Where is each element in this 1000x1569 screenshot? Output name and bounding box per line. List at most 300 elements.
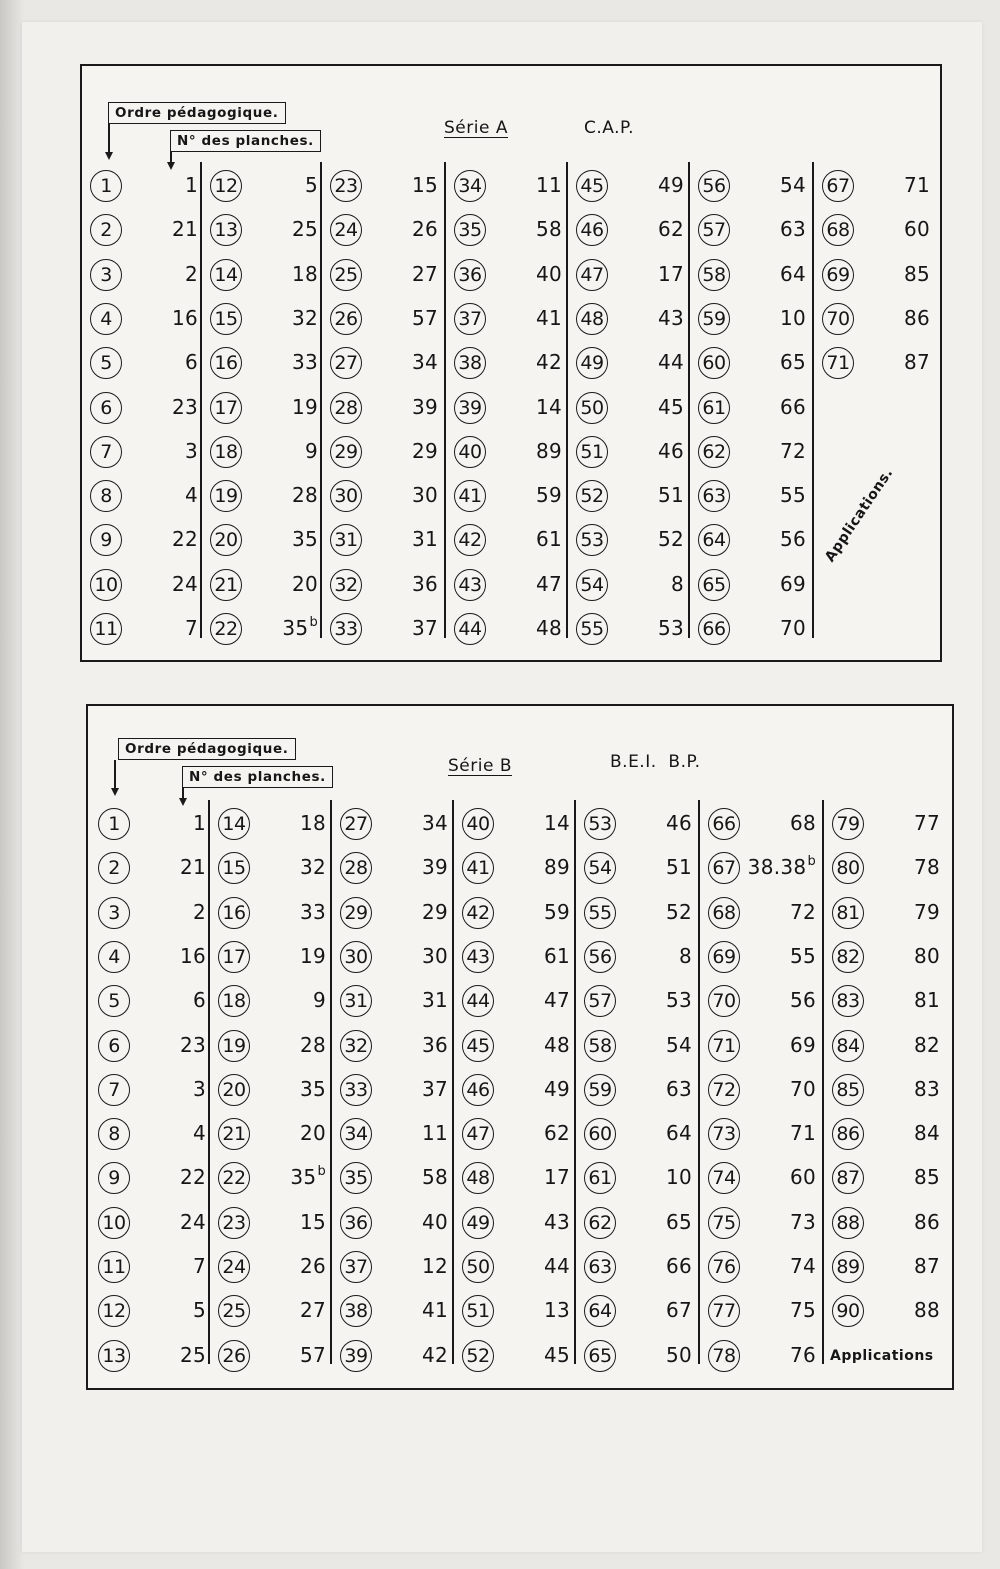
planche-number-value: 72 [779,438,806,463]
planche-number-value: 26 [411,217,438,242]
planche-number [666,1210,692,1234]
table-row [462,1207,574,1243]
column-separator [200,162,202,638]
serie-b-table [86,704,954,1390]
planche-number-value: 65 [779,350,806,375]
planche-number [790,1298,816,1322]
planche-number [536,262,562,286]
planche-number [544,855,570,879]
table-row [210,259,322,295]
ordre-number-circle: 54 [576,569,608,601]
planche-number-value: 43 [543,1209,570,1234]
planche-number [536,616,562,640]
planche-number [422,1254,448,1278]
ordre-number-circle: 13 [98,1340,130,1372]
ordre-number-circle: 24 [218,1251,250,1283]
planche-number [904,217,930,241]
ordre-number-circle: 63 [584,1251,616,1283]
table-row [218,985,330,1021]
planche-number [658,395,684,419]
ordre-number-circle: 84 [832,1030,864,1062]
ordre-number-circle: 33 [340,1074,372,1106]
table-row [576,347,688,383]
ordre-number-circle: 28 [340,852,372,884]
column-separator [812,162,814,638]
planche-number-value: 28 [299,1032,326,1057]
ordre-number-circle: 44 [462,985,494,1017]
ordre-number-circle: 23 [330,170,362,202]
ordre-number-circle: 61 [698,392,730,424]
table-row [210,170,322,206]
ordre-number-circle: 3 [90,259,122,291]
ordre-number-circle: 59 [584,1074,616,1106]
ordre-number-circle: 78 [708,1340,740,1372]
planche-number [412,173,438,197]
table-row [584,1340,696,1376]
planche-number [780,173,806,197]
planche-number-value: 79 [913,899,940,924]
planche-number [292,527,318,551]
planche-number-value: 14 [543,811,570,835]
table-row [98,852,210,888]
planche-number-value: 16 [171,305,198,330]
planche-number [536,350,562,374]
table-row [454,480,566,516]
planche-number [422,1033,448,1057]
table-row [340,897,452,933]
planche-number-value: 63 [779,217,806,242]
table-row [218,1207,330,1243]
ordre-number-circle: 64 [698,524,730,556]
planche-number [422,1343,448,1367]
planche-number-value: 49 [543,1076,570,1101]
planche-number-value: 63 [665,1076,692,1101]
ordre-number-circle: 31 [330,524,362,556]
planche-number-value: 11 [535,173,562,197]
planche-number [671,572,684,596]
order-arrow-line [108,124,110,154]
table-row [708,1030,820,1066]
ordre-number-circle: 41 [462,852,494,884]
ordre-number-circle: 10 [98,1207,130,1239]
table-row [698,303,810,339]
planche-number [290,1165,326,1189]
planche-number [180,1033,206,1057]
table-row [454,524,566,560]
ordre-number-circle: 62 [584,1207,616,1239]
table-row [210,436,322,472]
planche-number-value: 87 [913,1254,940,1278]
planche-number [914,1077,940,1101]
planche-number-value: 87 [903,350,930,375]
ordre-number-circle: 70 [708,985,740,1017]
table-row [98,941,210,977]
planche-number-value: 10 [665,1165,692,1190]
table-row [330,392,442,428]
ordre-number-circle: 58 [698,259,730,291]
ordre-number-circle: 38 [340,1295,372,1327]
planche-number-value: 41 [535,305,562,330]
planche-number [172,306,198,330]
planche-number [536,572,562,596]
table-row [330,524,442,560]
ordre-number-circle: 68 [708,897,740,929]
ordre-number-circle: 35 [340,1162,372,1194]
planche-number-value: 13 [543,1298,570,1323]
planche-number-value: 76 [789,1342,816,1367]
planche-number-value: 51 [665,855,692,880]
ordre-number-circle: 89 [832,1251,864,1283]
planche-number-value: 36 [421,1032,448,1057]
ordre-number-circle: 9 [98,1162,130,1194]
ordre-number-circle: 53 [576,524,608,556]
ordre-number-circle: 21 [218,1118,250,1150]
planche-number-value: 42 [421,1342,448,1367]
serie-a-table [80,64,942,662]
planche-number [292,262,318,286]
planche-number [412,483,438,507]
ordre-number-circle: 32 [340,1030,372,1062]
table-row [98,808,210,844]
planche-number-value: 85 [913,1165,940,1190]
planche-number [790,1165,816,1189]
planche-number [790,1121,816,1145]
planche-number [666,811,692,835]
planche-number-value: 82 [913,1032,940,1057]
table-row [832,1295,944,1331]
planche-number-value: 46 [657,438,684,463]
planche-number [412,350,438,374]
ordre-number-circle: 46 [462,1074,494,1106]
planche-number [536,527,562,551]
planche-number [412,572,438,596]
planche-number [422,988,448,1012]
ordre-pedagogique-label: Ordre pédagogique. [118,738,296,760]
ordre-number-circle: 45 [462,1030,494,1062]
table-row [98,1162,210,1198]
ordre-number-circle: 44 [454,613,486,645]
planche-number [914,1121,940,1145]
planche-number-value: 32 [299,855,326,880]
planche-number [422,1165,448,1189]
planche-number [780,439,806,463]
planche-number-value: 55 [779,483,806,508]
ordre-number-circle: 42 [462,897,494,929]
ordre-number-circle: 30 [340,941,372,973]
table-row [454,569,566,605]
planche-number-value: 37 [421,1076,448,1101]
planche-number [666,900,692,924]
planche-number-value: 3 [184,438,198,463]
table-row [698,347,810,383]
planche-number-value: 44 [657,350,684,375]
ordre-number-circle: 81 [832,897,864,929]
ordre-number-circle: 46 [576,214,608,246]
planche-number-value: 66 [779,394,806,419]
planche-number-value: 30 [421,943,448,968]
table-row [462,1295,574,1331]
planche-number-value: 28 [291,483,318,508]
table-row [340,808,452,844]
planche-number-value: 31 [411,527,438,552]
planche-number [422,1210,448,1234]
planche-number-value: 55 [789,943,816,968]
planche-suffix: b [317,1164,326,1180]
ordre-number-circle: 7 [98,1074,130,1106]
planche-number-value: 11 [421,1121,448,1146]
ordre-number-circle: 72 [708,1074,740,1106]
numero-planches-label: N° des planches. [182,766,333,788]
planche-number [300,1298,326,1322]
planche-number-value: 14 [535,394,562,419]
ordre-number-circle: 65 [698,569,730,601]
table-row [584,985,696,1021]
planche-number [544,1077,570,1101]
planche-number-value: 62 [543,1121,570,1146]
ordre-number-circle: 11 [98,1251,130,1283]
ordre-number-circle: 5 [90,347,122,379]
table-row [454,214,566,250]
planche-number [544,900,570,924]
ordre-number-circle: 34 [454,170,486,202]
ordre-number-circle: 43 [462,941,494,973]
planche-number [193,988,206,1012]
planche-number-value: 25 [179,1342,206,1367]
planche-number [666,1165,692,1189]
planche-number [914,1298,940,1322]
planche-number [193,811,206,835]
table-row [218,941,330,977]
ordre-number-circle: 12 [98,1295,130,1327]
table-row [330,436,442,472]
planche-number [292,306,318,330]
ordre-number-circle: 63 [698,480,730,512]
planche-number-value: 60 [903,217,930,242]
planche-number [780,306,806,330]
planche-number [914,811,940,835]
ordre-number-circle: 4 [98,941,130,973]
planche-number [544,1121,570,1145]
planche-number [193,900,206,924]
planche-number-value: 5 [304,173,318,197]
planche-number [292,395,318,419]
planche-number-value: 20 [299,1121,326,1146]
planche-number [790,900,816,924]
ordre-number-circle: 6 [90,392,122,424]
planche-number-value: 9 [304,438,318,463]
table-row [832,1251,944,1287]
table-row [330,569,442,605]
table-row [98,1251,210,1287]
column-separator [566,162,568,638]
table-row [708,1074,820,1110]
planche-number-value: 85 [903,261,930,286]
table-row [90,480,202,516]
ordre-number-circle: 8 [98,1118,130,1150]
ordre-number-circle: 23 [218,1207,250,1239]
ordre-number-circle: 11 [90,613,122,645]
planche-number [412,262,438,286]
planche-number-value: 44 [543,1254,570,1278]
planche-number-value: 78 [913,855,940,880]
planche-number [305,173,318,197]
ordre-number-circle: 52 [462,1340,494,1372]
ordre-number-circle: 14 [218,808,250,840]
planche-number-value: 22 [179,1165,206,1190]
planche-number-value: 58 [535,217,562,242]
planche-number-value: 65 [665,1209,692,1234]
planche-number-value: 27 [411,261,438,286]
ordre-number-circle: 32 [330,569,362,601]
table-row [576,259,688,295]
planche-number [422,811,448,835]
planche-number-value: 29 [421,899,448,924]
ordre-number-circle: 41 [454,480,486,512]
planche-number-value: 20 [291,571,318,596]
planche-number-value: 16 [179,943,206,968]
table-row [462,985,574,1021]
planche-number-value: 57 [299,1342,326,1367]
table-row [698,613,810,649]
planche-number-value: 71 [903,173,930,197]
ordre-number-circle: 24 [330,214,362,246]
planche-number-value: 22 [171,527,198,552]
table-row [330,214,442,250]
planche-number [180,1165,206,1189]
planche-number [914,944,940,968]
table-row [832,1030,944,1066]
planche-number-value: 10 [779,305,806,330]
planche-number [658,527,684,551]
ordre-number-circle: 54 [584,852,616,884]
table-row [584,1207,696,1243]
table-row [90,436,202,472]
ordre-number-circle: 79 [832,808,864,840]
table-row [340,1251,452,1287]
planche-number [193,1077,206,1101]
column-separator [330,800,332,1364]
planche-number [300,1254,326,1278]
planche-number-value: 39 [411,394,438,419]
planche-number-value: 64 [665,1121,692,1146]
planche-number [536,217,562,241]
ordre-number-circle: 66 [698,613,730,645]
table-row [576,392,688,428]
planche-number [300,1033,326,1057]
table-row [462,897,574,933]
table-row [340,1074,452,1110]
ordre-number-circle: 38 [454,347,486,379]
planche-number-value: 32 [291,305,318,330]
ordre-number-circle: 20 [210,524,242,556]
table-row [462,1074,574,1110]
ordre-number-circle: 50 [462,1251,494,1283]
planche-suffix: b [807,854,816,870]
table-row [832,852,944,888]
table-row [330,303,442,339]
order-arrow-head [111,788,119,796]
planche-number-value: 1 [192,811,206,835]
planche-number-value: 4 [184,483,198,508]
table-row [822,347,934,383]
ordre-number-circle: 67 [822,170,854,202]
planche-number-value: 69 [779,571,806,596]
planche-number [300,1210,326,1234]
planche-number [300,1077,326,1101]
table-row [708,1340,820,1376]
ordre-number-circle: 88 [832,1207,864,1239]
numero-planches-label: N° des planches. [170,130,321,152]
planche-number [790,1343,816,1367]
planche-number [914,1254,940,1278]
ordre-number-circle: 61 [584,1162,616,1194]
ordre-number-circle: 27 [340,808,372,840]
planche-number-value: 29 [411,438,438,463]
table-row [832,985,944,1021]
ordre-number-circle: 20 [218,1074,250,1106]
serie-a-title: Série A [444,118,508,138]
planche-number [914,1210,940,1234]
table-row [822,259,934,295]
planche-number [780,527,806,551]
planche-number-value: 64 [779,261,806,286]
planche-number [658,217,684,241]
planche-number-value: 54 [665,1032,692,1057]
planche-number [658,483,684,507]
ordre-number-circle: 36 [340,1207,372,1239]
table-row [584,808,696,844]
table-row [218,808,330,844]
planche-number [658,350,684,374]
table-row [584,1030,696,1066]
ordre-number-circle: 4 [90,303,122,335]
table-row [330,347,442,383]
ordre-number-circle: 48 [462,1162,494,1194]
ordre-number-circle: 8 [90,480,122,512]
planche-number [658,306,684,330]
ordre-number-circle: 2 [90,214,122,246]
planche-number [292,350,318,374]
ordre-number-circle: 83 [832,985,864,1017]
table-row [454,436,566,472]
table-row [708,1251,820,1287]
ordre-number-circle: 59 [698,303,730,335]
planche-number-value: 77 [913,811,940,835]
planche-number [666,988,692,1012]
table-row [462,808,574,844]
planche-number-value: 40 [421,1209,448,1234]
planche-number-value: 89 [535,438,562,463]
planche-number-value: 88 [913,1298,940,1323]
table-row [90,524,202,560]
planche-number [412,527,438,551]
table-row [218,1074,330,1110]
planche-number-value: 15 [411,173,438,197]
table-row [98,985,210,1021]
planche-number-value: 35 [299,1076,326,1101]
planche-number [422,1121,448,1145]
ordre-number-circle: 39 [454,392,486,424]
ordre-number-circle: 65 [584,1340,616,1372]
planche-number [172,217,198,241]
planche-number-value: 4 [192,1121,206,1146]
table-row [832,941,944,977]
ordre-pedagogique-label: Ordre pédagogique. [108,102,286,124]
table-row [584,852,696,888]
planche-number-value: 8 [678,943,692,968]
table-row [698,569,810,605]
table-row [218,1295,330,1331]
